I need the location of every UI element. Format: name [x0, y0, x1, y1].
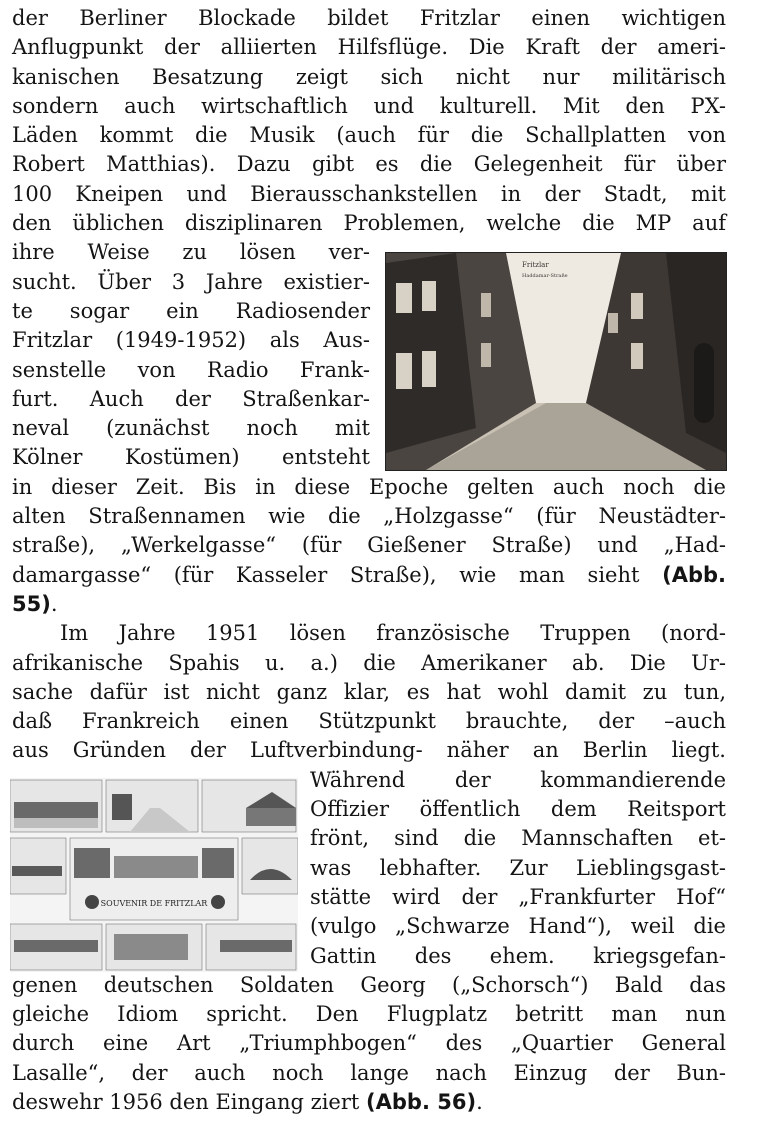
- text-line: [12, 561, 726, 590]
- text-line: der Berliner Blockade bildet Fritzlar einen wichtigen: [12, 6, 726, 30]
- souvenir-postcard-abb56: [10, 778, 298, 972]
- photo-caption-title: Fritzlar: [522, 261, 549, 269]
- text-line: Robert Matthias). Dazu gibt es die Gelegenheit für über: [12, 152, 726, 177]
- text-line: alten Straßennamen wie die „Holzgasse“ (für Neustädter-: [12, 504, 726, 529]
- text-line: Kölner Kostümen) entsteht: [12, 445, 370, 470]
- text-line: senstelle von Radio Frank-: [12, 357, 370, 382]
- text-line: in dieser Zeit. Bis in diese Epoche gelten auch noch die: [12, 474, 726, 499]
- text-line: gleiche Idiom spricht. Den Flugplatz betritt man nun: [12, 1002, 726, 1027]
- text-line: [12, 1088, 726, 1117]
- text-line: was lebhafter. Zur Lieblingsgast-: [310, 855, 726, 880]
- figure-reference: 55): [12, 591, 51, 616]
- street-photo-abb55: [385, 252, 727, 471]
- text-line: Offizier öffentlich dem Reitsport: [310, 797, 726, 822]
- photo-caption-street: Haddamar-Straße: [522, 273, 568, 279]
- postcard-collage-drawing: [10, 778, 298, 972]
- figure-reference: (Abb.: [662, 562, 726, 587]
- street-photo-drawing: [386, 253, 726, 470]
- text-line: 100 Kneipen und Bierausschankstellen in der Stadt, mit: [12, 181, 726, 206]
- text-line: neval (zunächst noch mit: [12, 416, 370, 441]
- text-fragment: .: [50, 591, 58, 616]
- text-line: den üblichen disziplinaren Problemen, welche die MP auf: [12, 211, 726, 236]
- text-line: te sogar ein Radiosender: [12, 298, 370, 323]
- figure-reference: (Abb. 56): [366, 1089, 477, 1114]
- text-line: Während der kommandierende: [310, 767, 726, 792]
- postcard-caption: SOUVENIR DE FRITZLAR: [100, 899, 208, 908]
- text-line: kanischen Besatzung zeigt sich nicht nur militärisch: [12, 64, 726, 89]
- text-line: sucht. Über 3 Jahre existier-: [12, 269, 370, 294]
- text-line: Fritzlar (1949-1952) als Aus-: [12, 328, 370, 353]
- text-line: aus Gründen der Luftverbindung- näher an Berlin liegt.: [12, 738, 726, 763]
- text-line: sache dafür ist nicht ganz klar, es hat wohl damit zu tun,: [12, 679, 726, 704]
- text-line: frönt, sind die Mannschaften et-: [310, 826, 726, 851]
- text-line: furt. Auch der Straßenkar-: [12, 386, 370, 411]
- text-line: genen deutschen Soldaten Georg („Schorsch“) Bald das: [12, 972, 726, 997]
- text-line: stätte wird der „Frankfurter Hof“: [310, 884, 726, 909]
- text-line: straße), „Werkelgasse“ (für Gießener Straße) und „Had-: [12, 533, 726, 558]
- text-line: Gattin des ehem. kriegsgefan-: [310, 943, 726, 968]
- text-line: sondern auch wirtschaftlich und kulturell. Mit den PX-: [12, 93, 726, 118]
- text-fragment: deswehr 1956 den Eingang ziert: [12, 1089, 360, 1114]
- text-line: ihre Weise zu lösen ver-: [12, 240, 370, 265]
- text-line: Lasalle“, der auch noch lange nach Einzug der Bun-: [12, 1060, 726, 1085]
- text-line: Läden kommt die Musik (auch für die Schallplatten von: [12, 123, 726, 148]
- text-line: durch eine Art „Triumphbogen“ des „Quartier General: [12, 1031, 726, 1056]
- text-line: daß Frankreich einen Stützpunkt brauchte, der –auch: [12, 709, 726, 734]
- text-line: Im Jahre 1951 lösen französische Truppen (nord-: [60, 621, 726, 646]
- text-line: (vulgo „Schwarze Hand“), weil die: [310, 914, 726, 939]
- text-line: Anflugpunkt der alliierten Hilfsflüge. Die Kraft der ameri-: [12, 35, 726, 60]
- text-line: afrikanische Spahis u. a.) die Amerikaner ab. Die Ur-: [12, 650, 726, 675]
- text-line: [12, 590, 726, 619]
- text-fragment: damargasse“ (für Kasseler Straße), wie man sieht: [12, 562, 640, 587]
- text-fragment: .: [476, 1089, 483, 1114]
